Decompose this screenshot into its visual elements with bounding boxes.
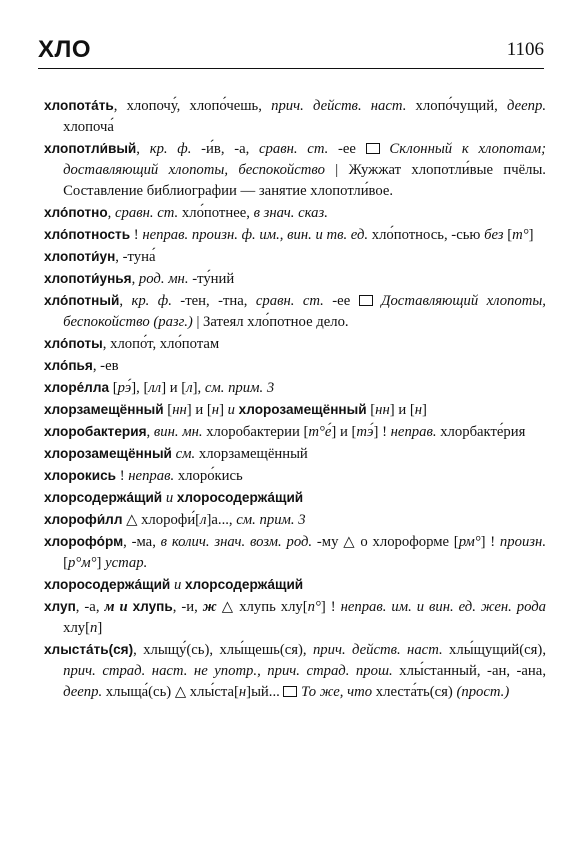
grammar-note: н [414, 402, 423, 418]
entry-text: ] ! [373, 424, 391, 440]
entry-text: ] [96, 555, 106, 571]
entry [44, 268, 546, 290]
grammar-note: деепр. [63, 684, 103, 700]
entry-text: , хлыщу́(сь), хлы́щешь(ся), [133, 642, 313, 658]
grammar-note: лл [148, 380, 162, 396]
entry [44, 290, 546, 333]
headword: хлоросодержа́щий [44, 577, 171, 592]
grammar-note: кр. ф. [131, 293, 172, 309]
entry [44, 377, 546, 399]
entry-text: [ [63, 555, 69, 571]
grammar-note: без [484, 227, 504, 243]
entry-text: хлыща́(сь) △ хлы́ста[ [102, 684, 239, 700]
entry-text: хло́потнее, [178, 205, 254, 221]
grammar-note: в колич. знач. возм. род. [160, 534, 313, 550]
definition-box-icon [366, 143, 380, 154]
entry-text: ! [116, 468, 129, 484]
headword: хлорзамещённый [44, 402, 164, 417]
entry-text: хлеста́ть(ся) [372, 684, 457, 700]
headword: хлопоти́унья [44, 271, 132, 286]
grammar-note: неправ. им. и вин. ед. жен. рода [340, 599, 547, 615]
grammar-note: произн. [499, 534, 546, 550]
entry-text: , [119, 293, 132, 309]
grammar-note: нн [172, 402, 187, 418]
headword: хлорофи́лл [44, 512, 123, 527]
entry-text: , хлопо́т, хло́потам [102, 336, 220, 352]
entry-text: , хлопочу́, хлопо́чешь, [113, 98, 272, 114]
headword: хлорсодержа́щий [184, 577, 304, 592]
grammar-note: п [90, 620, 98, 636]
headword: хлорокись [44, 468, 117, 483]
gender-mark: ж [202, 599, 217, 615]
grammar-note: см. прим. 3 [204, 380, 275, 396]
entry-text: [ [366, 402, 376, 418]
grammar-note: вин. мн. [153, 424, 203, 440]
entry [44, 333, 546, 355]
page-header [38, 36, 544, 69]
entry-text: хлоробактерии [ [202, 424, 309, 440]
entry-text: , -ма, [123, 534, 161, 550]
headword: хлорозамещённый [238, 402, 367, 417]
entry-text: ] [528, 227, 534, 243]
grammar-note: т° [512, 227, 529, 243]
grammar-note: см. прим. 3 [236, 512, 306, 528]
entry-text: , [146, 424, 154, 440]
grammar-note: неправ. [390, 424, 437, 440]
entry [44, 531, 546, 574]
grammar-note: неправ. произн. ф. им., вин. и тв. ед. [142, 227, 369, 243]
grammar-note: н [238, 684, 247, 700]
headword: хло́пья [44, 358, 93, 373]
entry-text: ] [422, 402, 427, 418]
grammar-note: н [211, 402, 220, 418]
grammar-note: п° [307, 599, 321, 615]
entry [44, 421, 546, 443]
entry [44, 574, 546, 596]
entry-text: -ее [323, 293, 359, 309]
entry-text: хло́потнось, -сью [368, 227, 485, 243]
entry [44, 399, 546, 421]
definition-box-icon [359, 295, 373, 306]
entry-text: хлорзамещённый [195, 446, 308, 462]
entry-text: хлопо́чущий, [406, 98, 507, 114]
headword: хлоробактерия [44, 424, 147, 439]
headword: хлоре́лла [44, 380, 110, 395]
entry-text: | Жужжат хлопотли́вые пчёлы. Составление библиографии — занятие хлопотли́вое. [63, 162, 546, 199]
entry-text: ]а..., [206, 512, 237, 528]
entry [44, 443, 546, 465]
grammar-note: и [165, 490, 174, 506]
entry-text: △ хлупь хлу[ [216, 599, 308, 615]
entry-text: △ хлорофи́[ [122, 512, 201, 528]
grammar-note: л [200, 512, 207, 528]
entry-text: ] и [ [186, 402, 212, 418]
entry-text: , -туна́ [115, 249, 156, 265]
entry-text: хлоро́кись [174, 468, 243, 484]
entry [44, 509, 546, 531]
grammar-note: и [227, 402, 235, 418]
entry [44, 465, 546, 487]
entry [44, 202, 546, 224]
entry [44, 355, 546, 377]
grammar-note: сравн. ст. [259, 141, 329, 157]
headword: хлопоти́ун [44, 249, 116, 264]
entry-text: ! [130, 227, 143, 243]
entry-text: -ту́ний [188, 271, 235, 287]
entry-text: ]ый... [246, 684, 284, 700]
grammar-note: сравн. ст. [255, 293, 324, 309]
headword: хлыста́ть(ся) [44, 642, 134, 657]
entry-text: , [136, 141, 150, 157]
entry-text: ], [ [131, 380, 149, 396]
grammar-note: см. [175, 446, 196, 462]
grammar-note: кр. ф. [149, 141, 192, 157]
grammar-note: тэ́ [356, 424, 374, 440]
entry-text: , -и, [172, 599, 203, 615]
entry-text: хлы́станный, -ан, -ана, [392, 663, 546, 679]
headword: хлуп [44, 599, 76, 614]
grammar-note: устар. [105, 555, 148, 571]
headword: хло́потность [44, 227, 131, 242]
grammar-note: и [173, 577, 182, 593]
grammar-note: деепр. [507, 98, 547, 114]
grammar-note: Склонный к хлопотам; доставляющий хлопоты, беспокойство [63, 141, 546, 178]
header-word: ХЛО [38, 36, 92, 63]
grammar-note: То же, что [297, 684, 373, 700]
entry-text: -тен, -тна, [171, 293, 256, 309]
headword: хло́поты [44, 336, 103, 351]
entry-text: хлопоча́ [63, 119, 114, 135]
entry-text: -му △ о хлороформе [ [312, 534, 459, 550]
entry-text: [ [109, 380, 118, 396]
definition-box-icon [283, 686, 297, 697]
entry [44, 138, 546, 202]
entry-text: [ [503, 227, 513, 243]
headword: хлопота́ть [44, 98, 114, 113]
headword: хлопотли́вый [44, 141, 137, 156]
entry-text: , [107, 205, 116, 221]
grammar-note: рэ́ [117, 380, 132, 396]
entry-text: ] [97, 620, 103, 636]
entry [44, 639, 546, 703]
grammar-note: прич. действ. наст. [312, 642, 443, 658]
grammar-note: нн [375, 402, 390, 418]
entry [44, 95, 546, 138]
entry-text: хлорбакте́рия [436, 424, 526, 440]
grammar-note: (прост.) [456, 684, 510, 700]
entry-text: , -а, [75, 599, 105, 615]
entry-text: хлы́щущий(ся), [442, 642, 546, 658]
headword: хлорозамещённый [44, 446, 172, 461]
entry-text: ] и [ [389, 402, 415, 418]
headword: хло́потно [44, 205, 108, 220]
headword: хлорсодержа́щий [44, 490, 163, 505]
entry [44, 224, 546, 246]
entry-text: ] [219, 402, 228, 418]
grammar-note: л [186, 380, 193, 396]
headword: хло́потный [44, 293, 120, 308]
grammar-note: р°м° [68, 555, 97, 571]
grammar-note: рм° [458, 534, 481, 550]
grammar-note: в знач. сказ. [253, 205, 328, 221]
entry-text: -ее [328, 141, 366, 157]
entry-text: ] и [ [331, 424, 357, 440]
headword: хлоросодержа́щий [176, 490, 304, 505]
headword: хлорофо́рм [44, 534, 124, 549]
entry-text: ] ! [480, 534, 500, 550]
grammar-note: род. мн. [138, 271, 189, 287]
entry-text: ], [192, 380, 205, 396]
grammar-note: сравн. ст. [115, 205, 179, 221]
entry-text: ] и [ [161, 380, 187, 396]
entry [44, 596, 546, 639]
entry-text: | Затеял хло́потное дело. [192, 314, 349, 330]
entry-text: -и́в, -а, [191, 141, 260, 157]
entry-text: , -ев [92, 358, 119, 374]
headword: хлупь [132, 599, 173, 614]
grammar-note: неправ. [128, 468, 175, 484]
entry-text: , [131, 271, 139, 287]
entry [44, 487, 546, 509]
page-number: 1106 [506, 39, 544, 60]
entry-text: [ [163, 402, 173, 418]
entry [44, 246, 546, 268]
grammar-note: прич. действ. наст. [271, 98, 407, 114]
gender-mark: м и [104, 599, 128, 615]
entry-text: ] ! [320, 599, 341, 615]
entry-list [44, 95, 546, 703]
grammar-note: прич. страд. наст. не употр., прич. страд. прош. [63, 663, 393, 679]
grammar-note: Доставляющий хлопоты, беспокойство (разг.) [63, 293, 546, 330]
grammar-note: т°е́ [308, 424, 332, 440]
entry-text: хлу[ [63, 620, 91, 636]
